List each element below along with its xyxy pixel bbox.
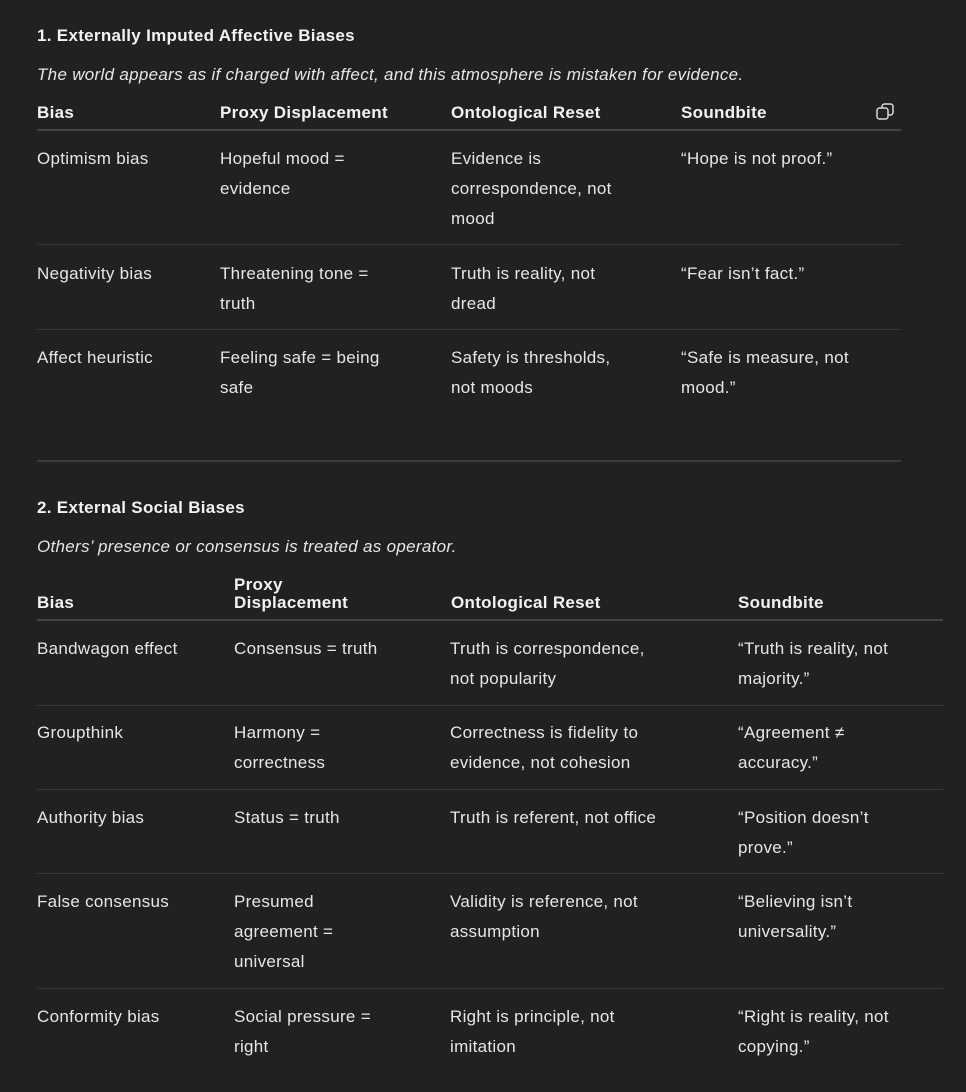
table-1-header-rule xyxy=(37,129,901,131)
row-divider xyxy=(37,873,943,874)
cell-reset-line: not moods xyxy=(451,378,534,397)
cell-reset xyxy=(451,259,595,319)
cell-proxy-line: Status = truth xyxy=(234,808,340,827)
section-2-subtitle: Others’ presence or consensus is treated as operator. xyxy=(37,537,457,556)
cell-proxy-line: Threatening tone = xyxy=(220,264,369,283)
table-2-header-proxy xyxy=(234,576,348,612)
table-2-header-proxy-line2: Displacement xyxy=(234,593,349,612)
cell-proxy xyxy=(234,718,325,778)
row-divider xyxy=(37,329,901,330)
table-2-header-bias: Bias xyxy=(37,593,75,612)
section-divider xyxy=(37,460,901,462)
table-2-header-reset: Ontological Reset xyxy=(451,593,601,612)
row-divider xyxy=(37,988,943,989)
cell-bias: Negativity bias xyxy=(37,264,153,283)
cell-reset-line: evidence, not cohesion xyxy=(450,753,631,772)
cell-bias: Groupthink xyxy=(37,723,124,742)
cell-bias: Conformity bias xyxy=(37,1007,160,1026)
cell-reset xyxy=(450,1002,615,1062)
cell-reset xyxy=(450,887,638,947)
cell-proxy xyxy=(220,144,345,204)
cell-reset-line: Truth is reality, not xyxy=(451,264,596,283)
row-divider xyxy=(37,705,943,706)
cell-proxy-line: Consensus = truth xyxy=(234,639,378,658)
section-1-subtitle: The world appears as if charged with affect, and this atmosphere is mistaken for evidence. xyxy=(37,65,744,84)
row-divider xyxy=(37,789,943,790)
cell-soundbite xyxy=(681,144,833,174)
cell-proxy-line: safe xyxy=(220,378,254,397)
cell-soundbite xyxy=(681,343,849,403)
table-1-header-soundbite: Soundbite xyxy=(681,103,767,122)
cell-reset-line: dread xyxy=(451,294,496,313)
cell-soundbite-line: “Safe is measure, not xyxy=(681,348,849,367)
cell-soundbite-line: “Position doesn’t xyxy=(738,808,869,827)
section-2-title: 2. External Social Biases xyxy=(37,498,245,517)
cell-bias: False consensus xyxy=(37,892,170,911)
table-2-header-proxy-line1: Proxy xyxy=(234,575,283,594)
cell-bias: Bandwagon effect xyxy=(37,639,178,658)
cell-reset xyxy=(450,718,638,778)
cell-reset-line: mood xyxy=(451,209,495,228)
cell-reset xyxy=(450,634,645,694)
section-1-title: 1. Externally Imputed Affective Biases xyxy=(37,26,355,45)
cell-reset-line: not popularity xyxy=(450,669,557,688)
cell-soundbite-line: accuracy.” xyxy=(738,753,819,772)
cell-reset-line: Correctness is fidelity to xyxy=(450,723,639,742)
cell-reset-line: imitation xyxy=(450,1037,517,1056)
table-2-header-rule xyxy=(37,619,943,621)
cell-reset-line: Evidence is xyxy=(451,149,542,168)
cell-soundbite xyxy=(738,718,844,778)
table-1-header-reset: Ontological Reset xyxy=(451,103,601,122)
cell-soundbite-line: mood.” xyxy=(681,378,736,397)
cell-bias: Optimism bias xyxy=(37,149,149,168)
cell-proxy-line: Harmony = xyxy=(234,723,321,742)
cell-proxy xyxy=(220,343,380,403)
cell-reset xyxy=(451,144,612,234)
cell-proxy-line: Feeling safe = being xyxy=(220,348,380,367)
cell-reset-line: Truth is correspondence, xyxy=(450,639,645,658)
cell-proxy-line: right xyxy=(234,1037,269,1056)
cell-soundbite xyxy=(681,259,804,289)
cell-soundbite xyxy=(738,803,869,863)
cell-proxy-line: truth xyxy=(220,294,256,313)
table-1-header-proxy: Proxy Displacement xyxy=(220,103,388,122)
cell-reset-line: correspondence, not xyxy=(451,179,612,198)
cell-reset xyxy=(451,343,610,403)
cell-soundbite-line: universality.” xyxy=(738,922,837,941)
cell-reset-line: Validity is reference, not xyxy=(450,892,638,911)
table-2-header-soundbite: Soundbite xyxy=(738,593,824,612)
cell-reset xyxy=(450,803,656,833)
table-1-header-bias: Bias xyxy=(37,103,75,122)
cell-proxy xyxy=(220,259,369,319)
cell-soundbite xyxy=(738,634,888,694)
cell-soundbite-line: “Believing isn’t xyxy=(738,892,853,911)
cell-proxy-line: Presumed xyxy=(234,892,314,911)
cell-soundbite xyxy=(738,1002,889,1062)
cell-soundbite-line: “Truth is reality, not xyxy=(738,639,889,658)
cell-proxy-line: evidence xyxy=(220,179,291,198)
cell-bias: Authority bias xyxy=(37,808,145,827)
cell-soundbite-line: majority.” xyxy=(738,669,810,688)
cell-proxy xyxy=(234,634,378,664)
row-divider xyxy=(37,244,901,245)
cell-proxy xyxy=(234,803,340,833)
cell-proxy xyxy=(234,887,333,977)
cell-soundbite-line: “Fear isn’t fact.” xyxy=(681,264,805,283)
cell-reset-line: Right is principle, not xyxy=(450,1007,615,1026)
cell-proxy-line: Hopeful mood = xyxy=(220,149,345,168)
cell-reset-line: assumption xyxy=(450,922,540,941)
copy-icon xyxy=(875,102,895,122)
cell-bias: Affect heuristic xyxy=(37,348,153,367)
cell-proxy-line: universal xyxy=(234,952,305,971)
cell-soundbite-line: “Agreement ≠ xyxy=(738,723,845,742)
cell-soundbite-line: “Right is reality, not xyxy=(738,1007,889,1026)
cell-proxy-line: correctness xyxy=(234,753,326,772)
cell-reset-line: Truth is referent, not office xyxy=(450,808,657,827)
cell-soundbite xyxy=(738,887,852,947)
cell-proxy xyxy=(234,1002,371,1062)
cell-soundbite-line: copying.” xyxy=(738,1037,810,1056)
cell-proxy-line: Social pressure = xyxy=(234,1007,371,1026)
cell-soundbite-line: prove.” xyxy=(738,838,794,857)
copy-table-button[interactable] xyxy=(875,102,895,122)
cell-soundbite-line: “Hope is not proof.” xyxy=(681,149,833,168)
cell-reset-line: Safety is thresholds, xyxy=(451,348,611,367)
cell-proxy-line: agreement = xyxy=(234,922,334,941)
